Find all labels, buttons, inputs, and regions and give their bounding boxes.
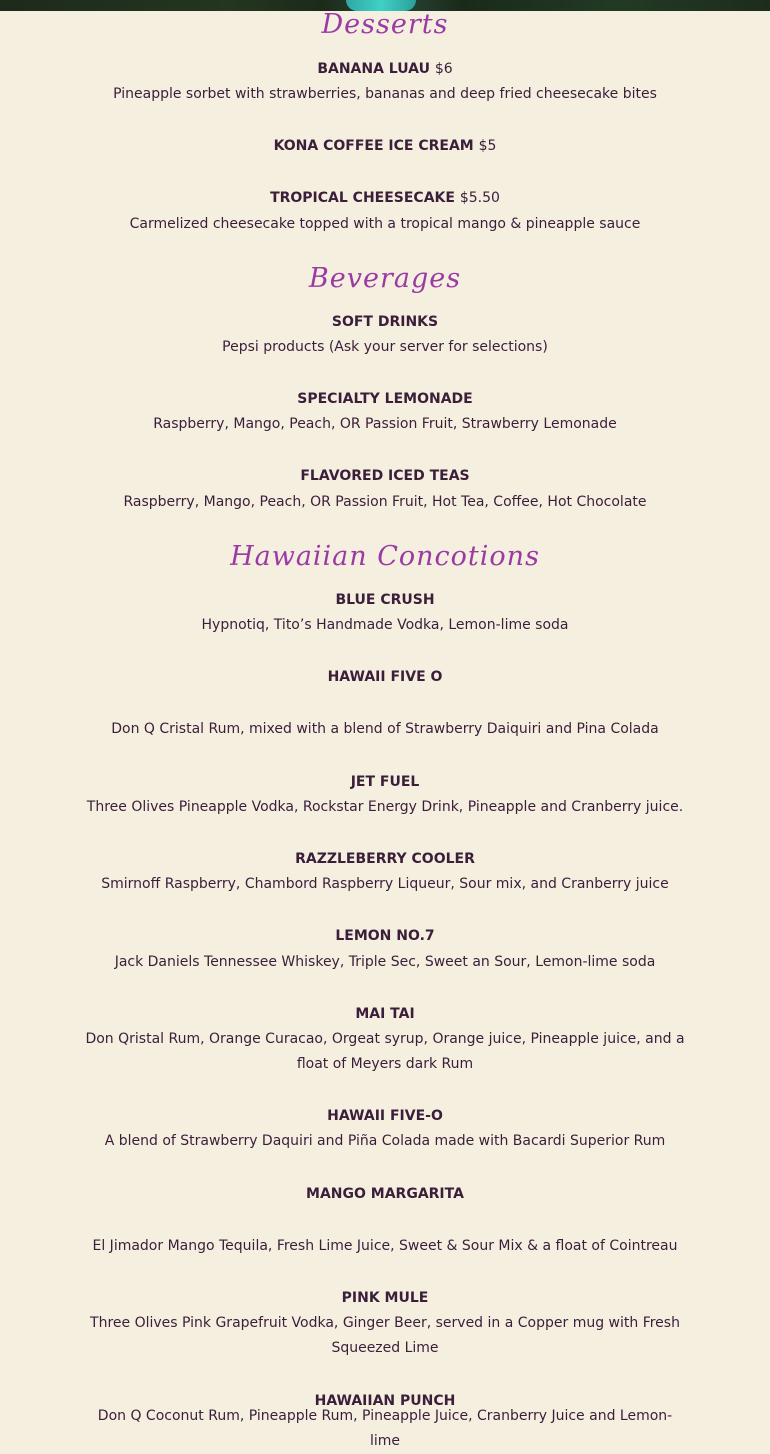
- menu-item-name: MANGO MARGARITA: [306, 1186, 464, 1202]
- menu-item-name: HAWAII FIVE-O: [327, 1108, 443, 1124]
- section-title-hawaiian-concotions: Hawaiian Concotions: [230, 541, 540, 572]
- menu-item-name: BLUE CRUSH: [335, 592, 435, 608]
- menu-item-price: $6: [434, 61, 453, 77]
- menu-item-description: A blend of Strawberry Daquiri and Piña Colada made with Bacardi Superior Rum: [104, 1133, 666, 1149]
- menu-item-description: Three Olives Pink Grapefruit Vodka, Ginger Beer, served in a Copper mug with Fresh Squeezed Lime: [90, 1315, 680, 1356]
- menu-item-description: Don Q Cristal Rum, mixed with a blend of Strawberry Daiquiri and Pina Colada: [111, 721, 659, 737]
- menu-item-description: Pepsi products (Ask your server for selections): [222, 339, 548, 355]
- menu-item-description: Raspberry, Mango, Peach, OR Passion Fruit, Strawberry Lemonade: [153, 416, 617, 432]
- menu-item-name: HAWAII FIVE O: [327, 669, 443, 685]
- menu-item-description: Three Olives Pineapple Vodka, Rockstar Energy Drink, Pineapple and Cranberry juice.: [86, 799, 684, 815]
- menu-item-description: Smirnoff Raspberry, Chambord Raspberry Liqueur, Sour mix, and Cranberry juice: [101, 876, 669, 892]
- menu-item-name: FLAVORED ICED TEAS: [300, 468, 470, 484]
- menu-item-name: KONA COFFEE ICE CREAM $5: [273, 138, 497, 154]
- menu-item-name: PINK MULE: [341, 1290, 429, 1306]
- section-title-desserts: Desserts: [321, 9, 449, 40]
- menu-item-name: SOFT DRINKS: [331, 314, 439, 330]
- menu-item-description: Pineapple sorbet with strawberries, bananas and deep fried cheesecake bites: [113, 86, 657, 102]
- menu-item-name: LEMON NO.7: [335, 928, 435, 944]
- menu-item-name: TROPICAL CHEESECAKE $5.50: [270, 190, 500, 206]
- menu-item-name: HAWAIIAN PUNCH: [314, 1393, 456, 1409]
- section-title-beverages: Beverages: [308, 263, 462, 294]
- menu-item-description: Hypnotiq, Tito’s Handmade Vodka, Lemon-lime soda: [201, 617, 569, 633]
- menu-item-name: JET FUEL: [350, 774, 420, 790]
- menu-item-name: RAZZLEBERRY COOLER: [295, 851, 475, 867]
- menu-item-description: Carmelized cheesecake topped with a tropical mango & pineapple sauce: [129, 216, 641, 232]
- menu-item-price: $5.50: [459, 190, 500, 206]
- menu-item-description: Don Qristal Rum, Orange Curacao, Orgeat syrup, Orange juice, Pineapple juice, and a float of Meyers dark Rum: [85, 1031, 685, 1072]
- menu-item-description: El Jimador Mango Tequila, Fresh Lime Juice, Sweet & Sour Mix & a float of Cointreau: [92, 1238, 678, 1254]
- menu-item-price: $5: [478, 138, 497, 154]
- menu-item-description: Raspberry, Mango, Peach, OR Passion Fruit, Hot Tea, Coffee, Hot Chocolate: [123, 494, 647, 510]
- menu-item-name: SPECIALTY LEMONADE: [297, 391, 473, 407]
- menu-item-description: Jack Daniels Tennessee Whiskey, Triple Sec, Sweet an Sour, Lemon-lime soda: [114, 954, 656, 970]
- menu-item-name: BANANA LUAU $6: [317, 61, 453, 77]
- menu-item-description: Don Q Coconut Rum, Pineapple Rum, Pineapple Juice, Cranberry Juice and Lemon-lime: [97, 1408, 673, 1449]
- menu-item-name: MAI TAI: [355, 1006, 415, 1022]
